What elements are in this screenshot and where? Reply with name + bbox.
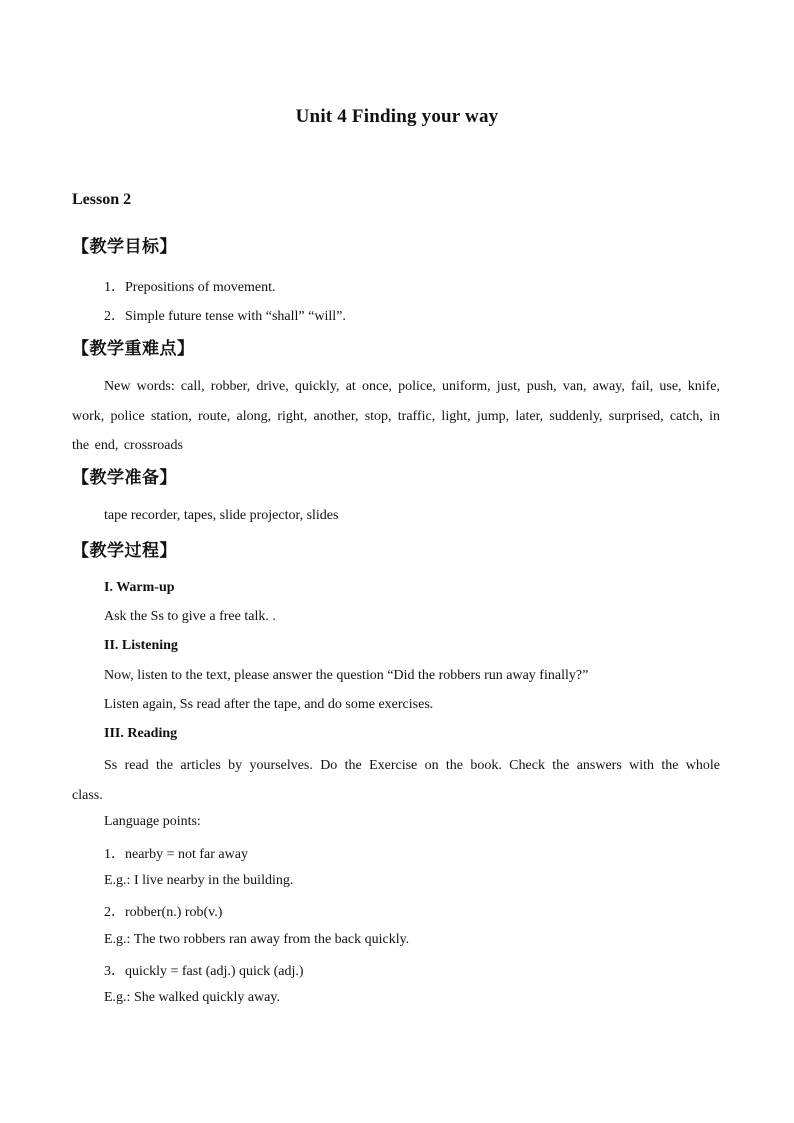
reading-paragraph: Ss read the articles by yourselves. Do the Exercise on the book. Check the answers with the whole class. bbox=[72, 758, 720, 803]
language-point-example: E.g.: The two robbers ran away from the back quickly. bbox=[104, 932, 410, 947]
language-point-example: E.g.: I live nearby in the building. bbox=[104, 873, 294, 888]
lesson-heading: Lesson 2 bbox=[72, 191, 132, 208]
language-point-example: E.g.: She walked quickly away. bbox=[104, 990, 280, 1005]
preparation-text: tape recorder, tapes, slide projector, slides bbox=[104, 508, 339, 523]
section-process-heading: 【教学过程】 bbox=[72, 541, 177, 561]
language-point: 2．robber(n.) rob(v.) bbox=[104, 905, 223, 920]
warmup-heading: I. Warm-up bbox=[104, 580, 175, 595]
listening-text: Listen again, Ss read after the tape, and do some exercises. bbox=[104, 697, 434, 712]
document-title: Unit 4 Finding your way bbox=[295, 106, 499, 127]
listening-text: Now, listen to the text, please answer the question “Did the robbers run away finally?” bbox=[104, 668, 589, 683]
section-preparation-heading: 【教学准备】 bbox=[72, 468, 177, 488]
listening-heading: II. Listening bbox=[104, 638, 178, 653]
language-point: 3．quickly = fast (adj.) quick (adj.) bbox=[104, 964, 304, 979]
language-point: 1．nearby = not far away bbox=[104, 847, 248, 862]
language-points-label: Language points: bbox=[104, 814, 201, 829]
section-objectives-heading: 【教学目标】 bbox=[72, 237, 177, 257]
warmup-text: Ask the Ss to give a free talk. . bbox=[104, 609, 276, 624]
reading-heading: III. Reading bbox=[104, 726, 178, 741]
objective-item: 1．Prepositions of movement. bbox=[104, 280, 276, 295]
new-words-paragraph: New words: call, robber, drive, quickly, at once, police, uniform, just, push, van, away, fail, use, knife, work, police station, route, along, right, another, stop, traffic, light, jump, later, suddenly, surprised, catch, in the end, crossroads bbox=[72, 379, 720, 453]
section-key-points-heading: 【教学重难点】 bbox=[72, 339, 195, 359]
objective-item: 2．Simple future tense with “shall” “will”. bbox=[104, 309, 346, 324]
